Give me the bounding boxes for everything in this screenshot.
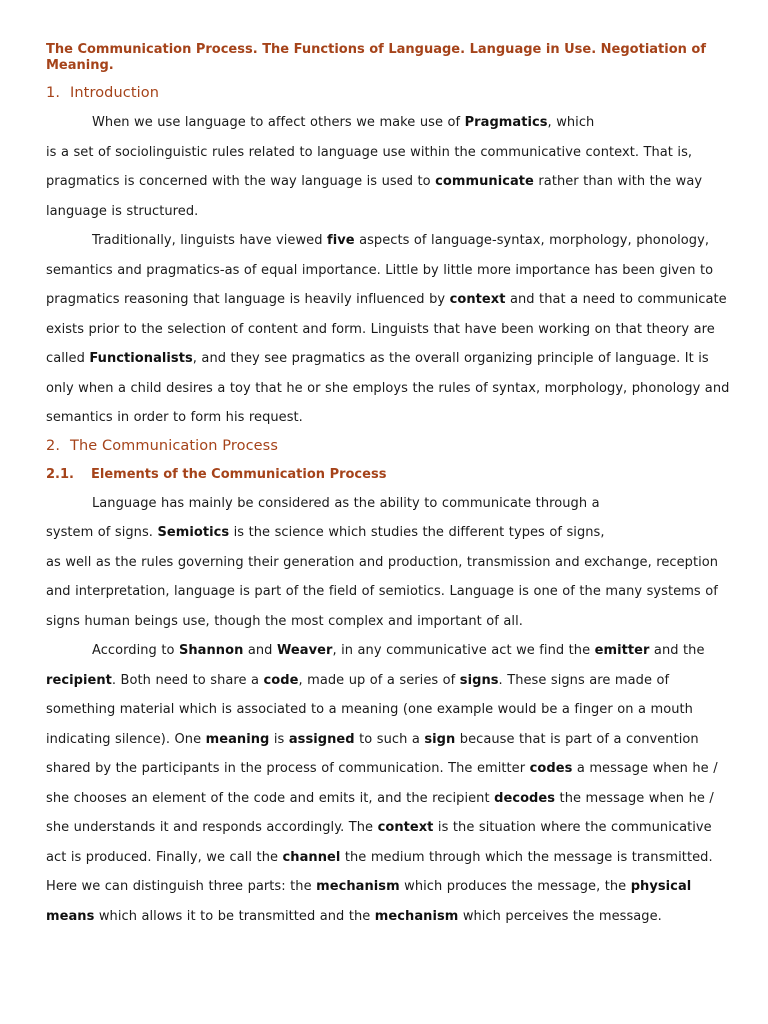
section-number: 2. bbox=[46, 437, 61, 454]
text-line: semantics and pragmatics-as of equal importance. Little by little more importance has been given to bbox=[46, 262, 714, 278]
elements-paragraph-2 bbox=[46, 636, 724, 931]
text-line: called Functionalists, and they see pragmatics as the overall organizing principle of language. It is bbox=[46, 351, 709, 366]
section-number: 1. bbox=[46, 85, 61, 101]
subsection-number: 2.1. bbox=[46, 466, 74, 482]
text-line: system of signs. Semiotics is the science which studies the different types of signs, bbox=[46, 525, 605, 540]
text-line: and interpretation, language is part of the field of semiotics. Language is one of the many systems of bbox=[46, 584, 718, 599]
text-line: act is produced. Finally, we call the channel the medium through which the message is transmitted. bbox=[46, 849, 713, 865]
text-line: pragmatics is concerned with the way language is used to communicate rather than with the way bbox=[46, 174, 703, 189]
text-line: According to Shannon and Weaver, in any communicative act we find the emitter and the bbox=[92, 643, 705, 658]
text-line: shared by the participants in the process of communication. The emitter codes a message when he / bbox=[46, 761, 718, 776]
section-heading-introduction bbox=[46, 84, 724, 102]
text-line: recipient. Both need to share a code, made up of a series of signs. These signs are made of bbox=[46, 672, 670, 688]
subsection-heading-elements bbox=[46, 467, 724, 483]
text-line: she understands it and responds accordingly. The context is the situation where the communicative bbox=[46, 820, 712, 835]
text-line: only when a child desires a toy that he or she employs the rules of syntax, morphology, phonology and bbox=[46, 380, 730, 396]
text-line: semantics in order to form his request. bbox=[46, 410, 303, 425]
elements-paragraph-1 bbox=[46, 489, 724, 637]
text-line: indicating silence). One meaning is assigned to such a sign because that is part of a convention bbox=[46, 731, 699, 747]
text-line: she chooses an element of the code and emits it, and the recipient decodes the message when he / bbox=[46, 790, 714, 806]
subsection-title: Elements of the Communication Process bbox=[91, 466, 387, 482]
section-title: Introduction bbox=[70, 85, 160, 101]
text-line: pragmatics reasoning that language is heavily influenced by context and that a need to communicate bbox=[46, 292, 727, 307]
text-line: Here we can distinguish three parts: the mechanism which produces the message, the physical bbox=[46, 879, 692, 894]
text-line: When we use language to affect others we make use of Pragmatics, which bbox=[92, 115, 595, 130]
text-line: means which allows it to be transmitted and the mechanism which perceives the message. bbox=[46, 908, 662, 924]
text-line: as well as the rules governing their generation and production, transmission and exchange, reception bbox=[46, 554, 719, 570]
text-line: Language has mainly be considered as the ability to communicate through a bbox=[92, 495, 600, 511]
document-title: The Communication Process. The Functions of Language. Language in Use. Negotiation of Meaning. bbox=[46, 42, 707, 73]
intro-paragraph-1 bbox=[46, 108, 724, 226]
section-heading-communication-process bbox=[46, 437, 724, 455]
text-line: something material which is associated to a meaning (one example would be a finger on a mouth bbox=[46, 702, 693, 717]
text-line: language is structured. bbox=[46, 203, 199, 219]
document-page bbox=[46, 40, 730, 931]
text-line: exists prior to the selection of content and form. Linguists that have been working on that theory are bbox=[46, 321, 715, 337]
section-title: The Communication Process bbox=[70, 437, 278, 454]
intro-paragraph-2 bbox=[46, 226, 730, 433]
text-line: signs human beings use, though the most complex and important of all. bbox=[46, 613, 523, 629]
text-line: Traditionally, linguists have viewed five aspects of language-syntax, morphology, phonology, bbox=[92, 233, 709, 248]
text-line: is a set of sociolinguistic rules related to language use within the communicative context. That is, bbox=[46, 144, 693, 160]
